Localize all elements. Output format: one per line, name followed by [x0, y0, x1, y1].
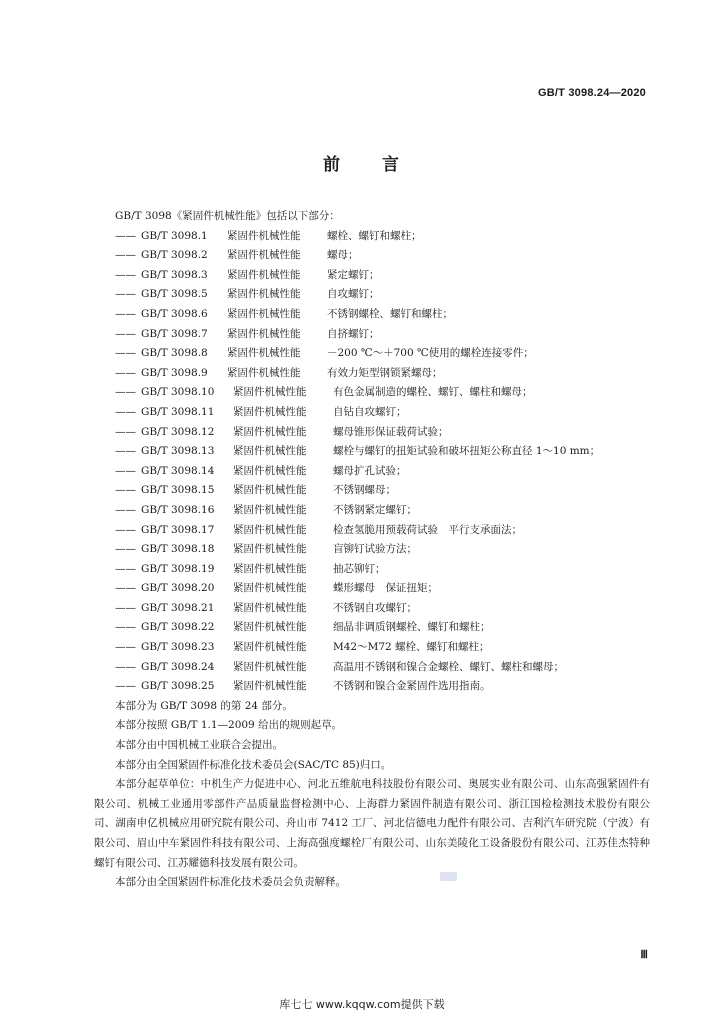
part-code: GB/T 3098.20	[141, 582, 215, 595]
part-topic: M42～M72 螺栓、螺钉和螺柱；	[333, 641, 490, 654]
part-topic: 有效力矩型钢锁紧螺母；	[327, 366, 443, 379]
part-list-item	[115, 403, 650, 423]
part-topic: 不锈钢紧定螺钉；	[333, 503, 417, 516]
part-code: GB/T 3098.21	[141, 601, 215, 614]
part-list-item	[115, 344, 650, 364]
part-list-item	[115, 325, 650, 345]
title-char-1: 前	[323, 155, 342, 175]
parts-list	[115, 227, 650, 697]
part-code: GB/T 3098.10	[141, 386, 215, 399]
dash-marker: ——	[115, 601, 136, 614]
page-title	[0, 150, 724, 175]
dash-marker: ——	[115, 366, 136, 379]
foreword-body	[94, 207, 650, 893]
dash-marker: ——	[115, 621, 136, 634]
part-topic: 细晶非调质钢螺栓、螺钉和螺柱；	[333, 621, 491, 634]
part-topic: 螺母锥形保证载荷试验；	[333, 425, 449, 438]
part-code: GB/T 3098.13	[141, 445, 215, 458]
part-code: GB/T 3098.25	[141, 680, 215, 693]
part-code: GB/T 3098.17	[141, 523, 215, 536]
part-list-item	[115, 501, 650, 521]
part-list-item	[115, 599, 650, 619]
part-general-title: 紧固件机械性能	[227, 249, 301, 262]
part-list-item	[115, 560, 650, 580]
part-code: GB/T 3098.3	[141, 268, 208, 281]
dash-marker: ——	[115, 464, 136, 477]
part-general-title: 紧固件机械性能	[233, 523, 307, 536]
part-topic: 盲铆钉试验方法；	[333, 543, 417, 556]
part-topic: 紧定螺钉；	[327, 268, 380, 281]
part-code: GB/T 3098.6	[141, 307, 208, 320]
part-list-item	[115, 423, 650, 443]
dash-marker: ——	[115, 680, 136, 693]
part-list-item	[115, 677, 650, 697]
dash-marker: ——	[115, 347, 136, 360]
dash-marker: ——	[115, 523, 136, 536]
part-list-item	[115, 521, 650, 541]
part-code: GB/T 3098.1	[141, 229, 208, 242]
part-code: GB/T 3098.11	[141, 405, 215, 418]
part-list-item	[115, 462, 650, 482]
part-code: GB/T 3098.5	[141, 288, 208, 301]
part-topic: 螺母扩孔试验；	[333, 464, 407, 477]
part-code: GB/T 3098.15	[141, 484, 215, 497]
dash-marker: ——	[115, 641, 136, 654]
part-topic: 自钻自攻螺钉；	[333, 405, 407, 418]
part-topic: －200 ℃～＋700 ℃使用的螺栓连接零件；	[327, 347, 534, 360]
dash-marker: ——	[115, 484, 136, 497]
part-general-title: 紧固件机械性能	[227, 347, 301, 360]
part-general-title: 紧固件机械性能	[227, 229, 301, 242]
part-general-title: 紧固件机械性能	[227, 288, 301, 301]
part-list-item	[115, 266, 650, 286]
part-list-item	[115, 246, 650, 266]
part-general-title: 紧固件机械性能	[233, 680, 307, 693]
download-footer: 库七七 www.kqqw.com提供下载	[279, 998, 445, 1011]
part-topic: 不锈钢自攻螺钉；	[333, 601, 417, 614]
interpretation-line: 本部分由全国紧固件标准化技术委员会负责解释。	[115, 876, 346, 889]
part-general-title: 紧固件机械性能	[233, 405, 307, 418]
part-list-item	[115, 540, 650, 560]
part-topic: 蝶形螺母 保证扭矩；	[333, 582, 438, 595]
part-code: GB/T 3098.9	[141, 366, 208, 379]
statement-line: 本部分为 GB/T 3098 的第 24 部分。	[115, 699, 293, 712]
part-code: GB/T 3098.7	[141, 327, 208, 340]
part-code: GB/T 3098.12	[141, 425, 215, 438]
drafting-units-paragraph: 本部分起草单位：中机生产力促进中心、河北五维航电科技股份有限公司、奥展实业有限公司、山东高强紧固件有限公司、机械工业通用零部件产品质量监督检测中心、上海群力紧固件制造有限公司、浙江国检检测技术股份有限公司、湖南申亿机械应用研究院有限公司、舟山市 7412 工厂、河北信德电力配件有限公司、吉利汽车研究院（宁波）有限公司、眉山中车紧固件科技有限公司、上海高强度螺栓厂有限公司、山东美陵化工设备股份有限公司、江苏佳杰特种螺钉有限公司、江苏耀德科技发展有限公司。	[94, 778, 650, 869]
dash-marker: ——	[115, 660, 136, 673]
part-general-title: 紧固件机械性能	[233, 543, 307, 556]
dash-marker: ——	[115, 543, 136, 556]
dash-marker: ——	[115, 503, 136, 516]
part-general-title: 紧固件机械性能	[233, 582, 307, 595]
statement-line: 本部分按照 GB/T 1.1—2009 给出的规则起草。	[115, 719, 343, 732]
part-code: GB/T 3098.14	[141, 464, 215, 477]
part-general-title: 紧固件机械性能	[233, 660, 307, 673]
part-general-title: 紧固件机械性能	[233, 601, 307, 614]
part-general-title: 紧固件机械性能	[227, 366, 301, 379]
part-list-item	[115, 227, 650, 247]
part-topic: 有色金属制造的螺栓、螺钉、螺柱和螺母；	[333, 386, 533, 399]
part-general-title: 紧固件机械性能	[233, 445, 307, 458]
part-topic: 检查氢脆用预载荷试验 平行支承面法；	[333, 523, 522, 536]
part-code: GB/T 3098.16	[141, 503, 215, 516]
part-general-title: 紧固件机械性能	[233, 484, 307, 497]
part-list-item	[115, 658, 650, 678]
part-code: GB/T 3098.8	[141, 347, 208, 360]
intro-line: GB/T 3098《紧固件机械性能》包括以下部分：	[115, 210, 340, 222]
watermark-logo	[440, 872, 457, 881]
part-list-item	[115, 442, 650, 462]
part-general-title: 紧固件机械性能	[233, 425, 307, 438]
part-code: GB/T 3098.19	[141, 562, 215, 575]
part-list-item	[115, 638, 650, 658]
part-topic: 螺栓、螺钉和螺柱；	[327, 229, 422, 242]
dash-marker: ——	[115, 229, 136, 242]
part-general-title: 紧固件机械性能	[233, 562, 307, 575]
part-general-title: 紧固件机械性能	[233, 464, 307, 477]
dash-marker: ——	[115, 288, 136, 301]
part-list-item	[115, 579, 650, 599]
dash-marker: ——	[115, 386, 136, 399]
part-code: GB/T 3098.18	[141, 543, 215, 556]
part-code: GB/T 3098.24	[141, 660, 215, 673]
part-code: GB/T 3098.22	[141, 621, 215, 634]
part-topic: 高温用不锈钢和镍合金螺栓、螺钉、螺柱和螺母；	[333, 660, 564, 673]
dash-marker: ——	[115, 327, 136, 340]
part-topic: 不锈钢螺母；	[333, 484, 396, 497]
page-number: Ⅲ	[640, 949, 648, 961]
part-topic: 自挤螺钉；	[327, 327, 380, 340]
part-general-title: 紧固件机械性能	[227, 327, 301, 340]
title-char-2: 言	[382, 155, 401, 175]
dash-marker: ——	[115, 562, 136, 575]
part-list-item	[115, 305, 650, 325]
part-general-title: 紧固件机械性能	[233, 386, 307, 399]
dash-marker: ——	[115, 307, 136, 320]
dash-marker: ——	[115, 268, 136, 281]
part-list-item	[115, 383, 650, 403]
part-list-item	[115, 285, 650, 305]
dash-marker: ——	[115, 425, 136, 438]
dash-marker: ——	[115, 445, 136, 458]
part-list-item	[115, 618, 650, 638]
part-code: GB/T 3098.2	[141, 249, 208, 262]
part-topic: 螺栓与螺钉的扭矩试验和破坏扭矩公称直径 1～10 mm；	[333, 445, 601, 458]
part-topic: 自攻螺钉；	[327, 288, 380, 301]
part-topic: 不锈钢和镍合金紧固件选用指南。	[333, 680, 491, 693]
part-general-title: 紧固件机械性能	[227, 307, 301, 320]
part-list-item	[115, 364, 650, 384]
statements	[115, 697, 650, 775]
part-list-item	[115, 481, 650, 501]
part-general-title: 紧固件机械性能	[227, 268, 301, 281]
part-topic: 抽芯铆钉；	[333, 562, 386, 575]
dash-marker: ——	[115, 249, 136, 262]
part-general-title: 紧固件机械性能	[233, 641, 307, 654]
part-code: GB/T 3098.23	[141, 641, 215, 654]
dash-marker: ——	[115, 582, 136, 595]
dash-marker: ——	[115, 405, 136, 418]
part-general-title: 紧固件机械性能	[233, 503, 307, 516]
standard-code: GB/T 3098.24—2020	[538, 87, 646, 99]
part-topic: 不锈钢螺栓、螺钉和螺柱；	[327, 307, 453, 320]
statement-line: 本部分由中国机械工业联合会提出。	[115, 739, 283, 752]
part-general-title: 紧固件机械性能	[233, 621, 307, 634]
statement-line: 本部分由全国紧固件标准化技术委员会(SAC/TC 85)归口。	[115, 758, 392, 771]
part-topic: 螺母；	[327, 249, 359, 262]
